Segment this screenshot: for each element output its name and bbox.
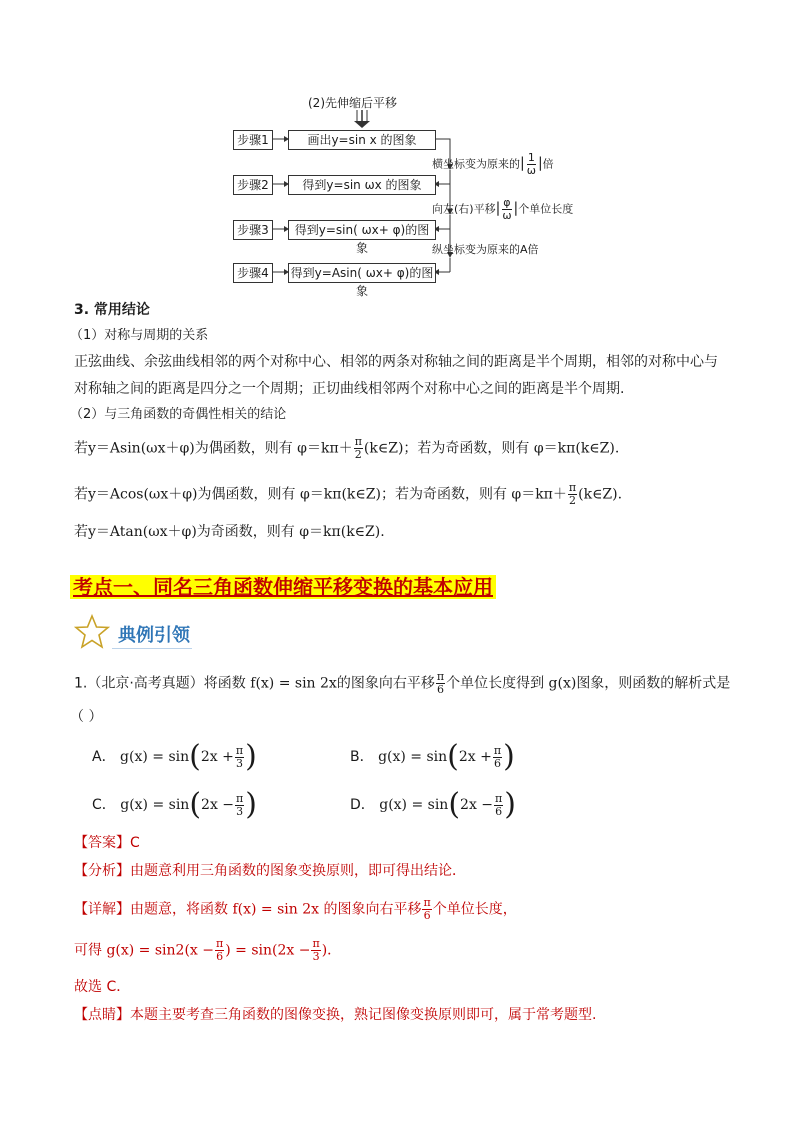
option-d-inner: 2x − [460,797,494,813]
star-icon [74,614,110,650]
rule-cos-two: 2 [569,494,576,507]
step-label-2: 步骤2 [233,175,273,195]
detail-part-2: 的图象向右平移 [323,901,422,918]
option-a-inner: 2x + [200,749,234,765]
question-part-1: 1.（北京·高考真题）将函数 [74,675,246,692]
result-three: 3 [312,950,320,963]
question-part-2: 的图象向右平移 [336,675,435,692]
question-pi: π [436,670,445,683]
section-heading: 3. 常用结论 [74,302,150,318]
answer-line [74,833,140,853]
analysis-line [74,861,466,881]
note-text: 本题主要考查三角函数的图像变换，熟记图像变换原则即可，属于常考题型. [130,1007,597,1023]
rule-cos-part-1: 若y＝Acos(ωx＋φ)为偶函数，则有 φ＝kπ(k∈Z)；若为奇函数，则有 φ＝kπ＋ [74,486,567,503]
step-content-2: 得到y=sin ωx 的图象 [288,175,436,195]
transition-1-post: 倍 [542,157,554,171]
detail-part-3: 个单位长度， [432,901,517,918]
rule-sin-part-1: 若y＝Asin(ωx＋φ)为偶函数，则有 φ＝kπ＋ [74,440,353,457]
option-c-inner: 2x − [201,797,235,813]
option-d-pi: π [495,791,503,805]
option-a-den: 3 [235,756,243,770]
question-func: f(x) = sin 2x [250,675,337,692]
rule-sin [74,436,619,461]
question-part-3: 个单位长度得到 [446,675,545,692]
topic-title [70,573,496,601]
result-part-4: )． [321,942,342,959]
paragraph-1-line-1: 正弦曲线、余弦曲线相邻的两个对称中心、相邻的两条对称轴之间的距离是半个周期，相邻的对称中心与 [74,354,718,370]
transition-2: 向左(右)平移| $\frac{\varphi}{\omega}$ |个单位长度 [432,196,574,222]
note-tag: 【点睛】 [74,1007,130,1023]
transition-2-den: ω [502,209,512,222]
subheading-2: （2）与三角函数的奇偶性相关的结论 [70,407,287,422]
option-d-letter: D． [350,797,375,813]
transition-1: 横坐标变为原来的| $\frac{1}{\omega}$ |倍 [432,151,554,177]
result-part-1: 可得 [74,942,102,959]
topic-title-text: 考点一、同名三角函数伸缩平移变换的基本应用 [70,575,496,599]
answer-value: C [130,835,140,851]
subheading-1: （1）对称与周期的关系 [70,328,209,343]
option-a[interactable]: A． g(x) = sin(2x + $\frac{\pi}{3}$ ) [92,739,257,774]
step-content-3: 得到y=sin( ωx+ φ)的图象 [288,220,436,240]
result-pi-1: π [216,937,224,950]
step-label-1: 步骤1 [233,130,273,150]
paragraph-1-line-2: 对称轴之间的距离是四分之一个周期；正切曲线相邻两个对称中心之间的距离是半个周期. [74,381,625,397]
transition-2-post: 个单位长度 [518,202,574,216]
transition-1-num: 1 [527,151,535,164]
option-b-expr: g(x) = sin [378,749,448,765]
example-label: 典例引领 [118,625,190,646]
question-stem [74,671,730,696]
option-c-letter: C． [92,797,116,813]
analysis-text: 由题意利用三角函数的图象变换原则，即可得出结论． [130,863,466,879]
result-part-2: g(x) = sin2(x − [106,942,214,959]
detail-line [74,897,517,922]
result-six: 6 [216,950,224,963]
option-a-pi: π [235,743,244,757]
step-content-1: 画出y=sin x 的图象 [288,130,436,150]
option-c[interactable]: C． g(x) = sin(2x − $\frac{\pi}{3}$ ) [92,787,257,822]
detail-func: f(x) = sin 2x [232,901,320,918]
rule-tan: 若y＝Atan(ωx＋φ)为奇函数，则有 φ＝kπ(k∈Z). [74,524,385,540]
detail-pi: π [423,896,431,909]
rule-sin-pi: π [354,435,362,448]
option-d-den: 6 [495,804,503,818]
step-content-4: 得到y=Asin( ωx+ φ)的图象 [288,263,436,283]
question-part-4: 图象，则函数的解析式是 [576,675,731,692]
transition-1-text: 横坐标变为原来的 [432,157,520,171]
option-a-expr: g(x) = sin [120,749,190,765]
question-six: 6 [436,683,444,696]
answer-blank: （ ） [70,709,103,725]
flowchart-header: (2)先伸缩后平移 [308,96,397,110]
analysis-tag: 【分析】 [74,863,130,879]
rule-sin-part-2: (k∈Z)；若为奇函数，则有 φ＝kπ(k∈Z). [363,440,620,457]
option-d-expr: g(x) = sin [379,797,449,813]
question-gx: g(x) [548,675,577,692]
detail-six: 6 [423,909,431,922]
option-a-letter: A． [92,749,116,765]
transition-3: 纵坐标变为原来的A倍 [432,243,539,256]
option-b-pi: π [493,743,502,757]
option-c-expr: g(x) = sin [120,797,190,813]
rule-sin-two: 2 [354,448,362,461]
transition-2-num: φ [503,196,511,209]
step-label-3: 步骤3 [233,220,273,240]
option-c-pi: π [236,791,244,805]
option-b-letter: B． [350,749,374,765]
option-b[interactable]: B． g(x) = sin(2x + $\frac{\pi}{6}$ ) [350,739,515,774]
transition-2-text: 向左(右)平移 [432,202,496,216]
example-underline [112,648,192,649]
note-line [74,1005,596,1025]
result-line [74,938,341,963]
result-part-3: ) = sin(2x − [225,942,311,959]
option-c-den: 3 [236,804,244,818]
answer-tag: 【答案】 [74,835,130,851]
option-b-den: 6 [493,756,501,770]
rule-cos [74,482,622,507]
detail-tag: 【详解】 [74,901,130,918]
detail-part-1: 由题意，将函数 [130,901,228,918]
transition-1-den: ω [526,164,536,177]
rule-cos-pi: π [568,481,577,494]
step-label-4: 步骤4 [233,263,273,283]
choose-line: 故选 C． [74,979,131,995]
rule-cos-part-2: (k∈Z). [578,486,623,503]
option-b-inner: 2x + [458,749,492,765]
option-d[interactable]: D． g(x) = sin(2x − $\frac{\pi}{6}$ ) [350,787,516,822]
result-pi-2: π [312,937,320,950]
